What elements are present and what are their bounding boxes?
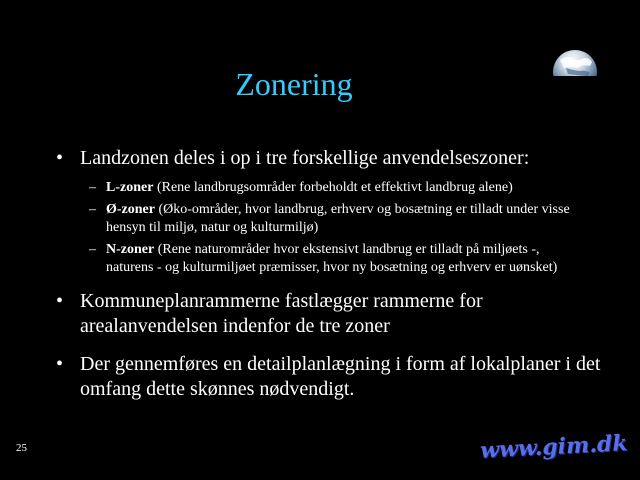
bullet-item	[56, 352, 616, 402]
sub-item-text: (Øko-områder, hvor landbrug, erhverv og bosætning er tilladt under visse hensyn til miljø, natur og kulturmiljø)	[106, 202, 570, 235]
bullet-icon: •	[56, 353, 64, 375]
slide-title: Zonering	[235, 66, 353, 102]
earth-image-icon	[552, 46, 598, 80]
bullet-list	[56, 146, 616, 402]
gim-logo: www.gim.dk	[479, 430, 629, 464]
dash-icon: –	[89, 180, 96, 195]
dash-icon: –	[89, 242, 96, 257]
page-number: 25	[16, 442, 27, 454]
bullet-item	[56, 289, 616, 339]
sub-item-term: N-zoner	[106, 242, 155, 257]
bullet-icon: •	[56, 290, 64, 312]
bullet-text: Landzonen deles i op i tre forskellige anvendelseszoner:	[80, 147, 530, 169]
sub-item-term: L-zoner	[106, 180, 154, 195]
dash-icon: –	[89, 202, 96, 217]
bullet-item	[56, 146, 616, 171]
sub-item-n-zoner	[56, 241, 586, 277]
sub-item-term: Ø-zoner	[106, 202, 155, 217]
bullet-text: Der gennemføres en detailplanlægning i form af lokalplaner i det omfang dette skønnes nødvendigt.	[80, 353, 601, 400]
sub-list	[56, 179, 616, 277]
sub-item-text: (Rene naturområder hvor ekstensivt landbrug er tilladt på miljøets -, naturens - og kulturmiljøet præmisser, hvor ny bosætning og erhverv er uønsket)	[106, 242, 558, 275]
sub-item-text: (Rene landbrugsområder forbeholdt et effektivt landbrug alene)	[153, 180, 513, 195]
sub-item-l-zoner	[56, 179, 586, 197]
bullet-icon: •	[56, 147, 64, 169]
bullet-text: Kommuneplanrammerne fastlægger rammerne for arealanvendelsen indenfor de tre zoner	[80, 290, 483, 337]
sub-item-o-zoner	[56, 201, 586, 237]
